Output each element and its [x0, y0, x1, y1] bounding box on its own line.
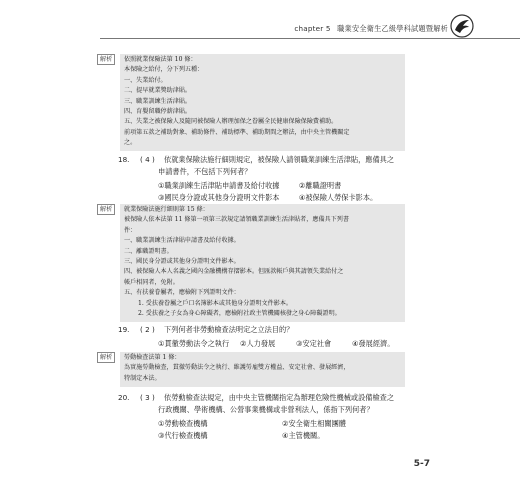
explanation-line: 一、職業訓練生活津貼申請書及給付收據。: [124, 237, 240, 245]
explanation-line: 一、失業給付。: [124, 76, 167, 84]
question-20: [118, 392, 418, 441]
explanation-line: 就業保險法施行細則第 15 條：: [124, 206, 209, 213]
explanation-line: 五、失業之被保險人及隨同被保險人辦理加保之眷屬全民健康保險保險費補助。: [124, 118, 338, 126]
explanation-tag: 解析: [97, 352, 115, 363]
question-text: 下列何者非勞動檢查法明定之立法目的？: [164, 325, 294, 334]
explanation-line: 四、育嬰留職停薪津貼。: [124, 108, 192, 116]
question-answer: ( 2 ): [140, 325, 155, 334]
explanation-line: 二、離職證明書。: [124, 247, 173, 255]
explanation-line: 五、有扶養眷屬者，應檢附下列證明文件：: [124, 289, 240, 297]
explanation-tag: 解析: [97, 54, 115, 65]
option-list: [118, 180, 418, 203]
explanation-line: 四、被保險人本人名義之國內金融機構存摺影本。但匯款帳戶與其請領失業給付之: [124, 268, 344, 276]
explanation-line: 2. 受扶養之子女為身心障礙者，應檢附社政主管機關核發之身心障礙證明。: [138, 310, 341, 318]
option-1: ①貫徹勞動法令之執行: [158, 339, 230, 348]
option-3: ③國民身分證或其他身分證明文件影本: [158, 192, 280, 202]
explanation-box-3: [100, 352, 405, 387]
option-2: ②人力發展: [240, 339, 276, 348]
explanation-tag: 解析: [97, 204, 115, 215]
option-3: ③代行檢查機構: [158, 430, 208, 440]
explanation-line: 帳戶相同者，免附。: [124, 278, 179, 286]
explanation-line: 1. 受扶養眷屬之戶口名簿影本或其他身分證明文件影本。: [138, 299, 293, 307]
explanation-line: 三、國民身分證或其他身分證明文件影本。: [124, 258, 240, 266]
question-19: [118, 324, 418, 350]
explanation-line: 為實施勞動檢查，貫徹勞動法令之執行、維護勞雇雙方權益、安定社會、發展經濟，: [124, 364, 350, 372]
chapter-title: 職業安全衛生乙級學科試題暨解析: [337, 24, 448, 33]
question-text: 依勞動檢查法規定，由中央主管機關指定為辦理危險性機械或設備檢查之: [164, 393, 395, 402]
explanation-line: 依照就業保險法第 10 條：: [124, 56, 197, 63]
option-4: ④被保險人勞保卡影本。: [298, 192, 378, 202]
option-1: ①勞動檢查機構: [158, 419, 208, 428]
question-answer: ( 4 ): [140, 155, 155, 164]
explanation-line: 被保險人依本法第 11 條第一項第三款規定請領職業訓練生活津貼者，應備具下列書: [124, 216, 349, 224]
option-4: ④發展經濟。: [352, 339, 395, 348]
question-18: [118, 154, 418, 203]
explanation-line: 三、職業訓練生活津貼。: [124, 97, 192, 105]
explanation-line: 特制定本法。: [124, 374, 161, 382]
chapter-logo-icon: [450, 14, 474, 38]
chapter-label: chapter 5: [294, 24, 331, 33]
option-1: ①職業訓練生活津貼申請書及給付收據: [158, 181, 280, 190]
page-number: 5-7: [413, 459, 430, 469]
explanation-box-1: [100, 54, 405, 151]
question-number: 20.: [118, 393, 130, 402]
question-text: 行政機關、學術機構、公營事業機構或非營利法人，係指下列何者？: [158, 405, 374, 414]
question-answer: ( 3 ): [140, 393, 155, 402]
explanation-box-2: [100, 204, 405, 322]
option-2: ②安全衛生相關團體: [282, 419, 346, 428]
question-number: 18.: [118, 155, 130, 164]
option-3: ③安定社會: [296, 339, 332, 348]
option-4: ④主管機關。: [282, 430, 325, 440]
explanation-line: 本保險之給付，分下列五種：: [124, 66, 204, 74]
option-list: [118, 418, 418, 441]
question-text: 依就業保險法施行細則規定，被保險人請領職業訓練生活津貼，應備具之: [164, 155, 395, 164]
question-text: 申請書件，不包括下列何者？: [158, 167, 252, 176]
explanation-line: 件：: [124, 226, 137, 234]
explanation-line: 之。: [124, 139, 137, 147]
explanation-line: 二、提早就業獎助津貼。: [124, 87, 192, 95]
option-list: [118, 338, 418, 350]
explanation-line: 勞動檢查法第 1 條：: [124, 354, 181, 361]
question-number: 19.: [118, 325, 130, 334]
running-header: [294, 24, 448, 34]
header-rule: [100, 38, 520, 39]
explanation-line: 前項第五款之補助對象、補助條件、補助標準、補助期間之辦法，由中央主管機關定: [124, 128, 350, 136]
option-2: ②離職證明書: [298, 181, 342, 190]
